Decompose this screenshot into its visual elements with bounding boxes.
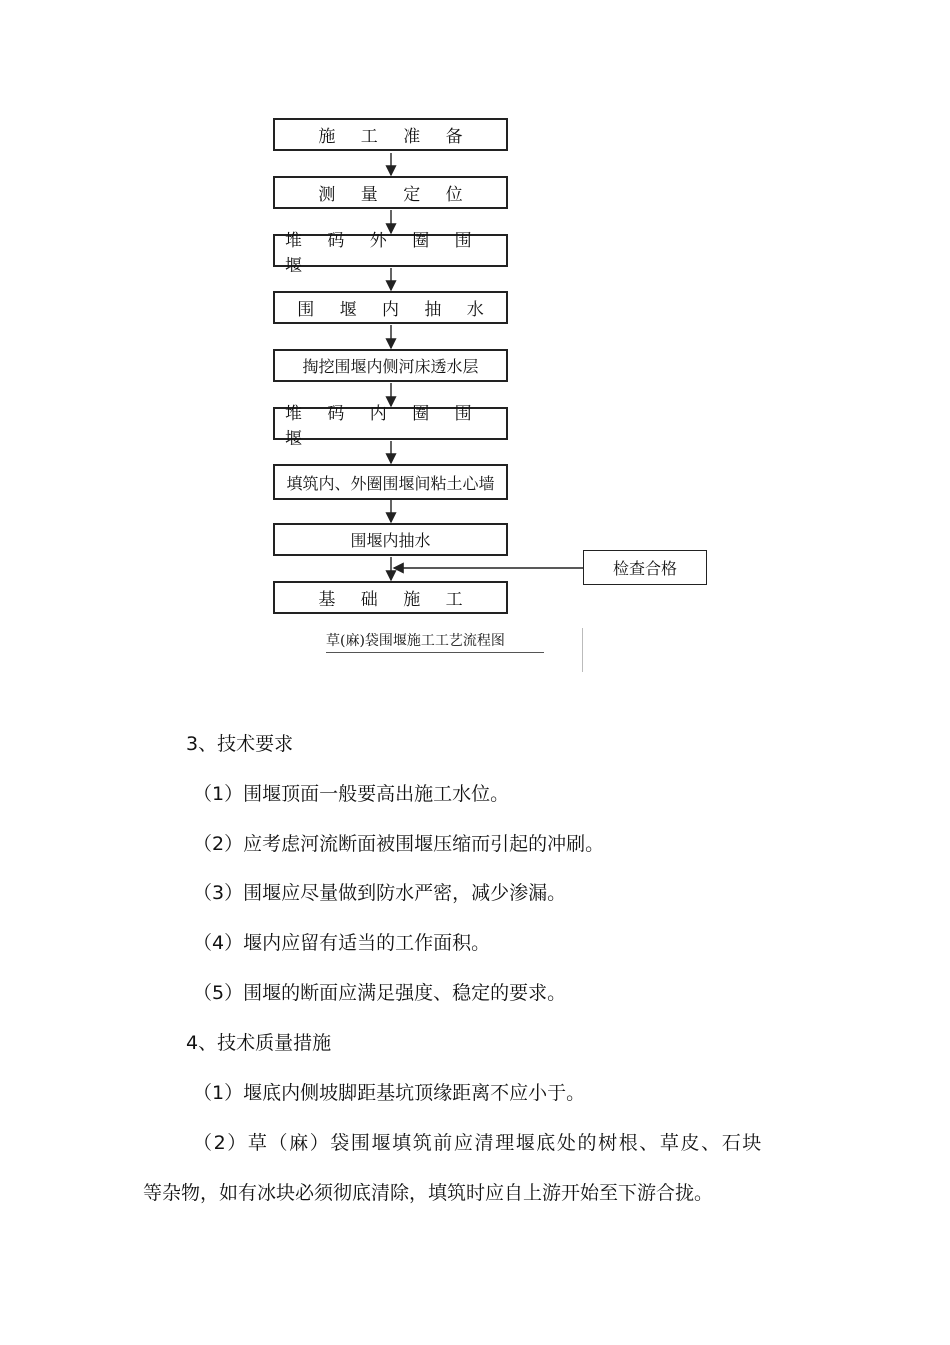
measure-1: （1）堰底内侧坡脚距基坑顶缘距离不应小于。 [193,1082,586,1104]
step-foundation: 基 础 施 工 [273,581,508,614]
measure-2-continued: 等杂物，如有冰块必须彻底清除，填筑时应自上游开始至下游合拢。 [143,1182,714,1204]
section-4-heading: 4、技术质量措施 [186,1032,332,1054]
measure-2: （2）草（麻）袋围堰填筑前应清理堰底处的树根、草皮、石块 [193,1132,763,1154]
step-clay-core: 填筑内、外圈围堰间粘土心墙 [273,464,508,500]
requirement-2: （2）应考虑河流断面被围堰压缩而引起的冲刷。 [193,833,605,855]
step-pump-water-2: 围堰内抽水 [273,523,508,556]
section-3-heading: 3、技术要求 [186,733,294,755]
inspection-passed-box: 检查合格 [583,550,707,585]
step-preparation: 施 工 准 备 [273,118,508,151]
step-outer-cofferdam: 堆 码 外 圈 围 堰 [273,234,508,267]
step-excavate-permeable: 掏挖围堰内侧河床透水层 [273,349,508,382]
step-pump-water: 围 堰 内 抽 水 [273,291,508,324]
requirement-4: （4）堰内应留有适当的工作面积。 [193,932,491,954]
requirement-3: （3）围堰应尽量做到防水严密，减少渗漏。 [193,882,567,904]
step-inner-cofferdam: 堆 码 内 圈 围 堰 [273,407,508,440]
flowchart-caption: 草(麻)袋围堰施工工艺流程图 [326,630,544,653]
requirement-1: （1）围堰顶面一般要高出施工水位。 [193,783,510,805]
requirement-5: （5）围堰的断面应满足强度、稳定的要求。 [193,982,567,1004]
step-survey: 测 量 定 位 [273,176,508,209]
divider-line [582,628,583,672]
